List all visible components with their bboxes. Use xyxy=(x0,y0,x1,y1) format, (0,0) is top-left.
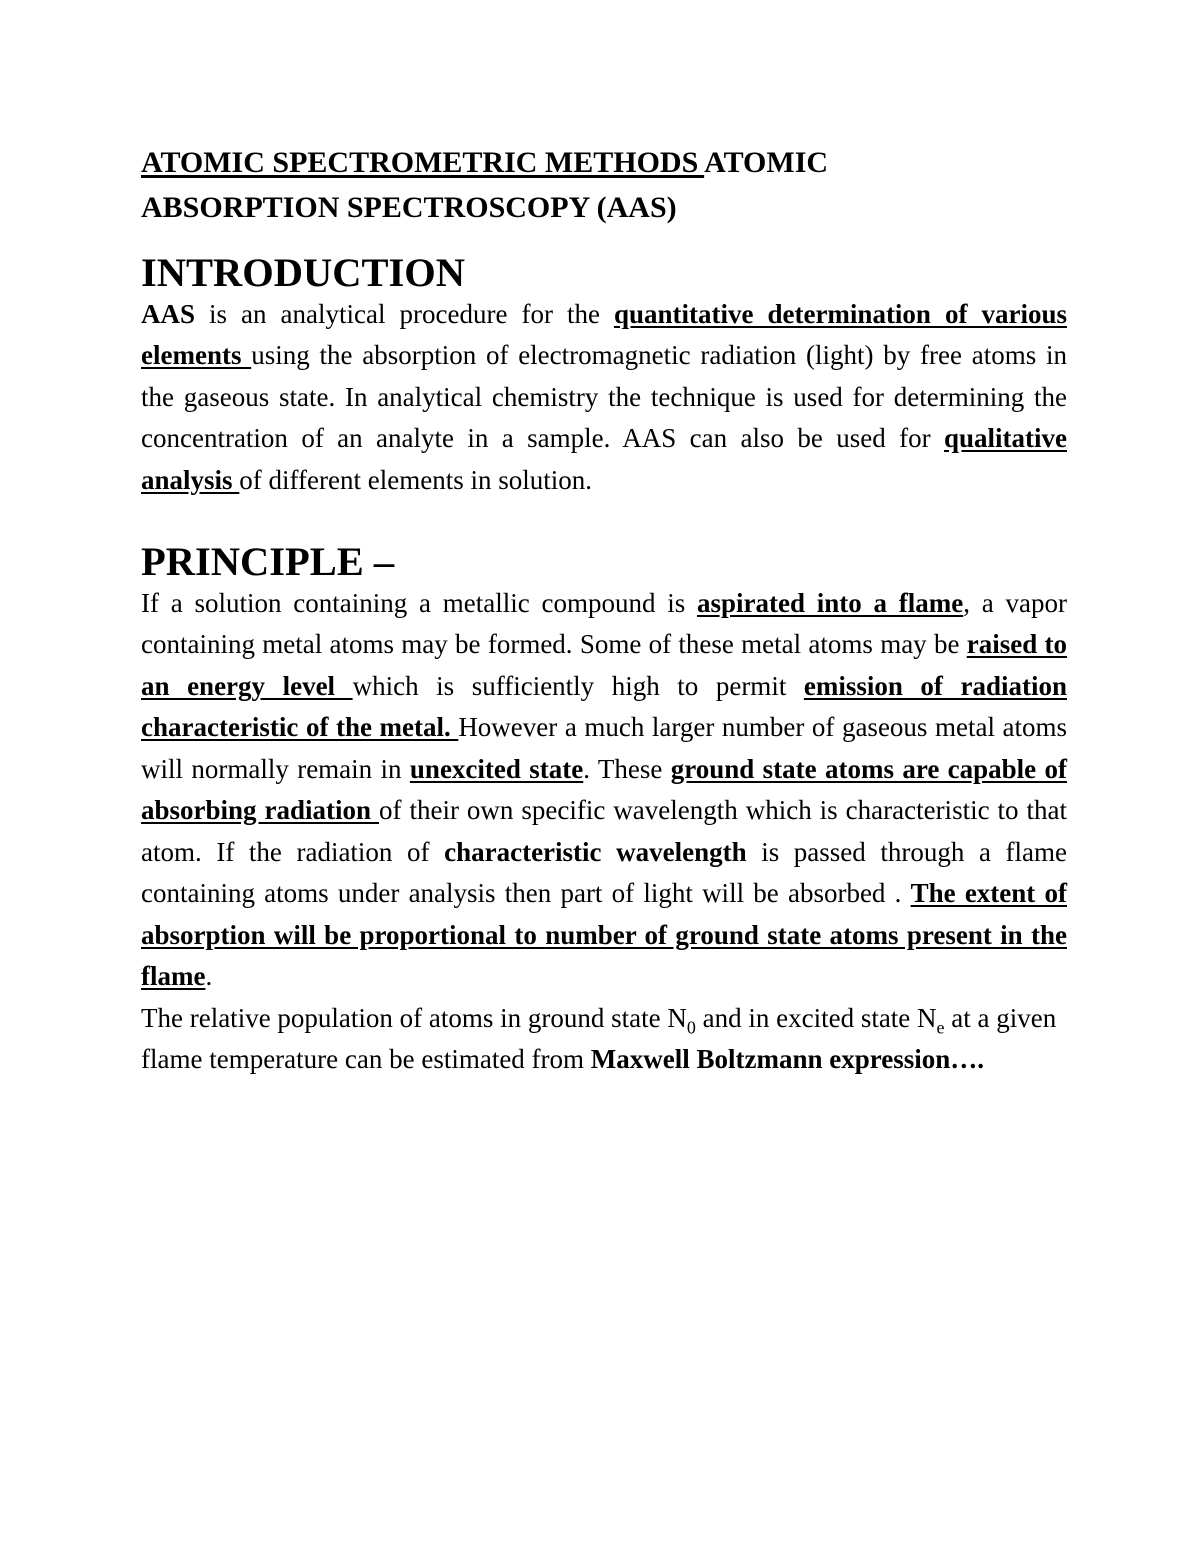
principle-emphasis-aspirated: aspirated into a flame xyxy=(696,587,964,618)
principle-heading: PRINCIPLE – xyxy=(141,539,395,584)
principle-emphasis-unexcited: unexcited state xyxy=(409,753,584,784)
closing-text-3: at a given flame temperature can be estimated from xyxy=(141,1002,1057,1074)
principle-text-7: is passed through a flame containing atoms under analysis then part of light will be absorbed . xyxy=(141,836,1067,908)
closing-text-1: The relative population of atoms in ground state N xyxy=(141,1002,687,1033)
introduction-paragraph xyxy=(141,294,1067,502)
principle-emphasis-energy-level: raised to an energy level xyxy=(141,629,1068,701)
title-rest-line2: ABSORPTION SPECTROSCOPY (AAS) xyxy=(141,191,677,224)
closing-text-2: and in excited state N xyxy=(695,1002,937,1033)
principle-text-1: If a solution containing a metallic compound is xyxy=(141,587,697,618)
closing-paragraph xyxy=(141,998,1067,1081)
intro-text-2: using the absorption of electromagnetic radiation (light) by free atoms in the gaseous state. In analytical chemistry the technique is used for determining the concentration of an analyte in a sample. AAS can also be used for xyxy=(141,340,1067,453)
principle-emphasis-number: number of ground state atoms present in the flame xyxy=(141,919,1067,991)
principle-text-6: of their own specific wavelength which is characteristic to that atom. If the radiation of xyxy=(141,795,1067,867)
intro-emphasis-quantitative: quantitative determination of various elements xyxy=(141,298,1067,370)
introduction-heading: INTRODUCTION xyxy=(141,250,466,295)
closing-sub-e: e xyxy=(936,1016,945,1037)
principle-text-4: However a much larger number of gaseous metal atoms will normally remain in xyxy=(141,712,1067,784)
principle-text-5: . These xyxy=(583,753,671,784)
closing-emphasis-maxwell: Maxwell Boltzmann expression…. xyxy=(590,1044,985,1074)
intro-emphasis-qualitative: qualitative analysis xyxy=(141,423,1067,495)
principle-emphasis-ground-state: ground state atoms are capable of absorbing radiation xyxy=(141,753,1068,825)
principle-emphasis-wavelength: characteristic wavelength xyxy=(444,836,747,867)
document-page xyxy=(141,140,1067,1081)
closing-sub-0: 0 xyxy=(686,1016,696,1037)
principle-text-9: . xyxy=(205,961,213,991)
intro-text-3: of different elements in solution. xyxy=(239,464,592,495)
principle-paragraph xyxy=(141,583,1067,998)
principle-emphasis-emission: emission of radiation characteristic of the metal. xyxy=(141,670,1067,742)
principle-text-2: , a vapor containing metal atoms may be formed. Some of these metal atoms may be xyxy=(141,587,1067,659)
principle-emphasis-extent: The extent of absorption will be proportional to xyxy=(141,878,1067,950)
intro-text-1: is an analytical procedure for the xyxy=(195,298,614,329)
intro-aas: AAS xyxy=(141,298,196,329)
document-title xyxy=(141,140,1067,230)
title-underlined: ATOMIC SPECTROMETRIC METHODS xyxy=(141,146,705,179)
title-rest-line1: ATOMIC xyxy=(704,146,829,179)
principle-text-3: which is sufficiently high to permit xyxy=(352,670,804,701)
